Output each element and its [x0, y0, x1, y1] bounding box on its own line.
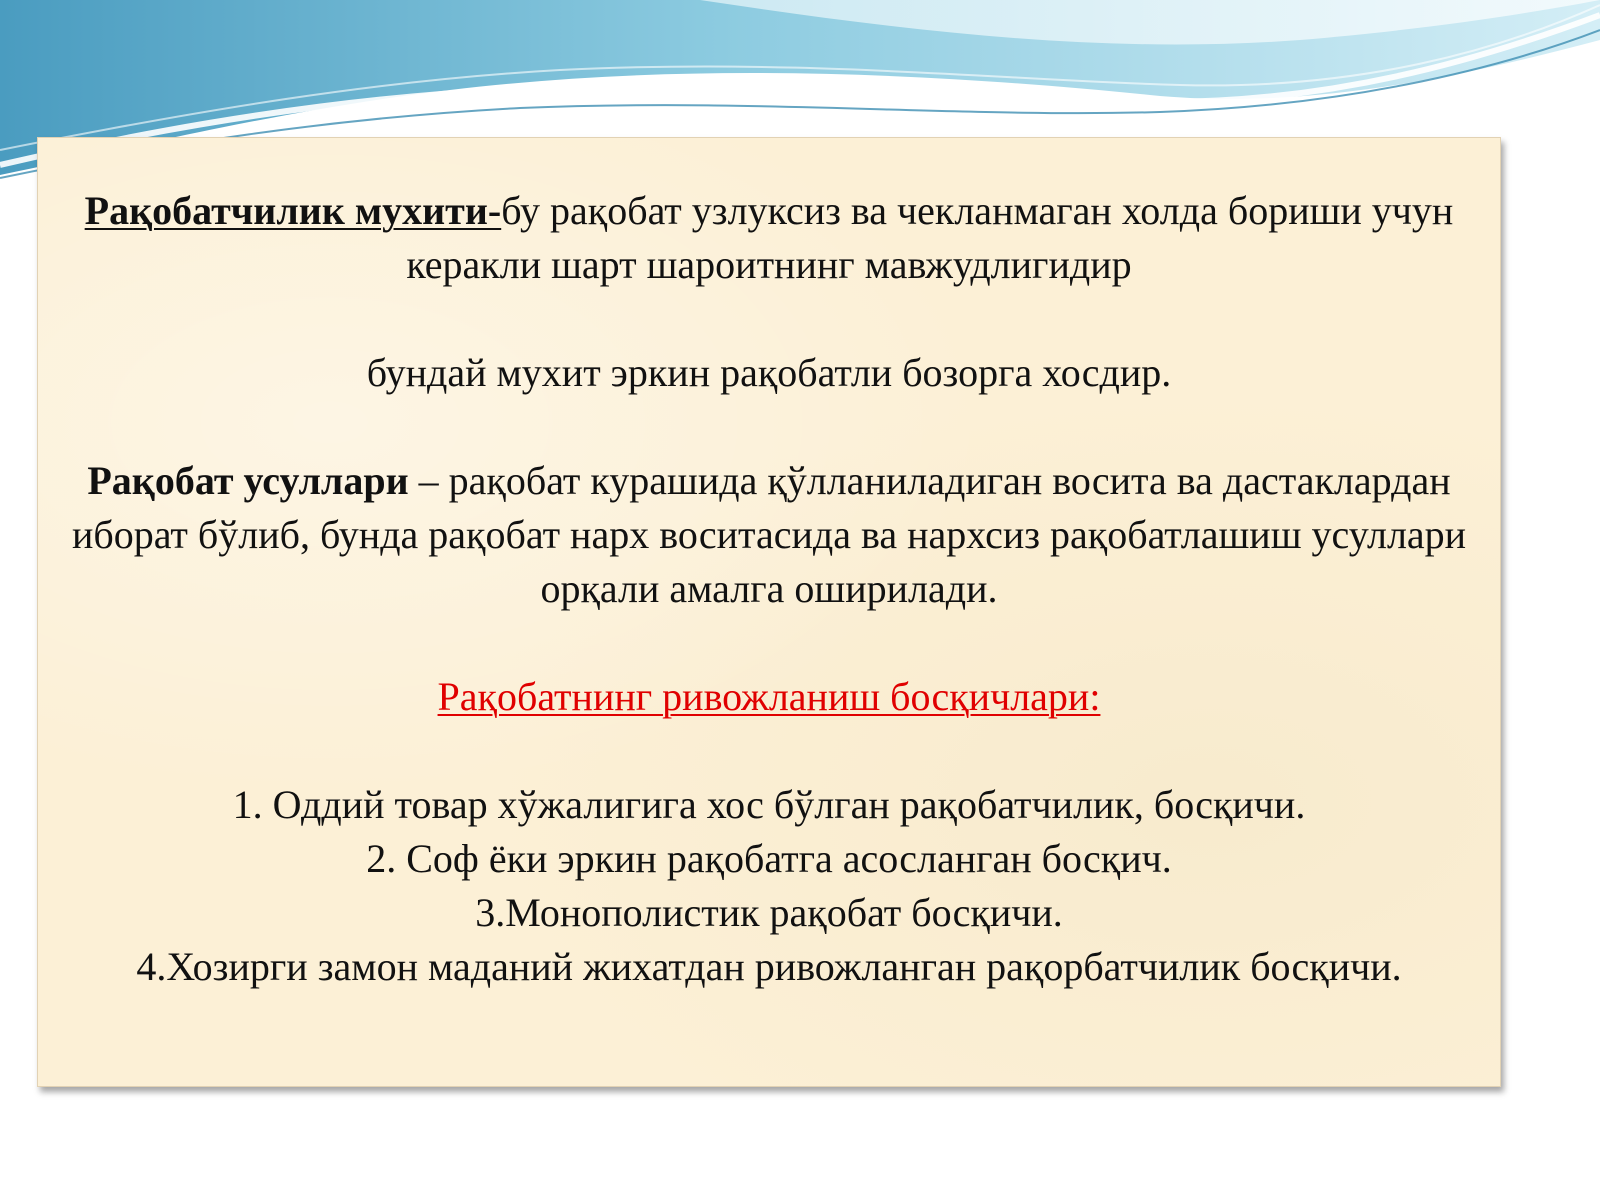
- sentence-free-market: бундай мухит эркин рақобатли бозорга хосдир.: [366, 350, 1172, 395]
- term-competition-methods: Рақобат усуллари: [87, 458, 409, 503]
- term-competitive-environment: Рақобатчилик мухити-: [84, 188, 502, 233]
- stage-item-3: 3.Монополистик рақобат босқичи.: [475, 890, 1063, 935]
- stages-heading: [58, 670, 1480, 724]
- spacer: [58, 292, 1480, 346]
- content-box: [37, 137, 1501, 1087]
- stage-item-4: 4.Хозирги замон маданий жихатдан ривожланган рақорбатчилик босқичи.: [136, 944, 1402, 989]
- definition-competitive-environment: [58, 184, 1480, 292]
- stage-item-2: 2. Соф ёки эркин рақобатга асосланган босқич.: [366, 836, 1172, 881]
- stage-item-1: 1. Оддий товар хўжалигига хос бўлган рақобатчилик, босқичи.: [232, 782, 1306, 827]
- spacer: [58, 400, 1480, 454]
- stages-heading-text: Рақобатнинг ривожланиш босқичлари:: [437, 674, 1101, 719]
- spacer: [58, 616, 1480, 670]
- spacer: [58, 724, 1480, 778]
- definition-text-2: – рақобат курашида қўлланиладиган восита ва дастаклардан иборат бўлиб, бунда рақобат нарх воситасида ва нархсиз рақобатлашиш усуллари орқали амалга оширилади.: [71, 458, 1467, 611]
- definition-text-1: бу рақобат узлуксиз ва чекланмаган холда бориши учун керакли шарт шароитнинг мавжудлигидир: [406, 188, 1454, 287]
- definition-competition-methods: [58, 454, 1480, 616]
